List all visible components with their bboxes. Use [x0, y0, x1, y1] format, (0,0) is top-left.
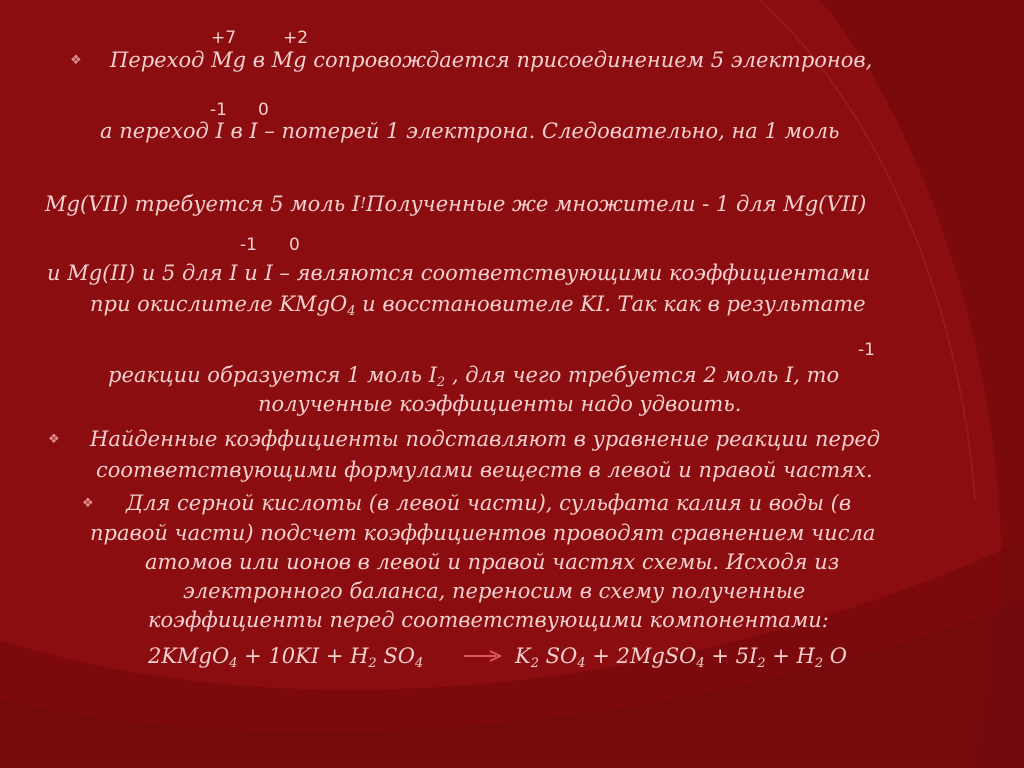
text-line: Для серной кислоты (в левой части), сульфата калия и воды (в [126, 491, 852, 515]
text-line: реакции образуется 1 моль $I_2$ , для чего требуется 2 моль I, то [108, 363, 840, 390]
diamond-bullet-icon: ❖ [48, 432, 60, 447]
equation-left: 2KMgO$_4$ + $10KI + H_2$ $SO_4$ [148, 644, 424, 671]
text-line: и Mg(II) и 5 для I и I – являются соответствующими коэффициентами [47, 261, 871, 285]
oxidation-state-i-minus1: -1 [858, 340, 875, 360]
text-line: атомов или ионов в левой и правой частях схемы. Исходя из [145, 550, 840, 574]
diamond-bullet-icon: ❖ [70, 53, 82, 68]
cursor-mark: ! [360, 194, 367, 212]
right-arrow-icon [462, 648, 506, 664]
oxidation-state-i-minus1: -1 [210, 100, 227, 120]
oxidation-state-i-zero: 0 [258, 100, 269, 120]
text-line: электронного баланса, переносим в схему полученные [183, 579, 806, 603]
text-line: Mg(VII) требуется 5 моль I!Полученные же множители - 1 для Mg(VII) [45, 192, 867, 216]
diamond-bullet-icon: ❖ [82, 496, 94, 511]
oxidation-state-i-zero: 0 [289, 235, 300, 255]
text-line: коэффициенты перед соответствующими компонентами: [148, 608, 829, 632]
text-line: при окислителе KMgO$_4$ и восстановителе KI. Так как в результате [90, 292, 866, 319]
text-line: соответствующими формулами веществ в левой и правой частях. [96, 458, 873, 482]
equation-right: $K_2$ $SO_4$ + 2MgSO$_4$ + $5I_2 + H_2$ O [515, 644, 848, 671]
text-line: Переход Mg в Mg сопровождается присоединением 5 электронов, [110, 48, 873, 72]
oxidation-state-mg-plus2: +2 [283, 28, 309, 48]
text-line: правой части) подсчет коэффициентов проводят сравнением числа [90, 521, 876, 545]
text-line: полученные коэффициенты надо удвоить. [258, 392, 742, 416]
text-line: Найденные коэффициенты подставляют в уравнение реакции перед [90, 427, 881, 451]
oxidation-state-i-minus1: -1 [240, 235, 257, 255]
oxidation-state-mg-plus7: +7 [211, 28, 237, 48]
text-line: а переход I в I – потерей 1 электрона. Следовательно, на 1 моль [100, 119, 840, 143]
